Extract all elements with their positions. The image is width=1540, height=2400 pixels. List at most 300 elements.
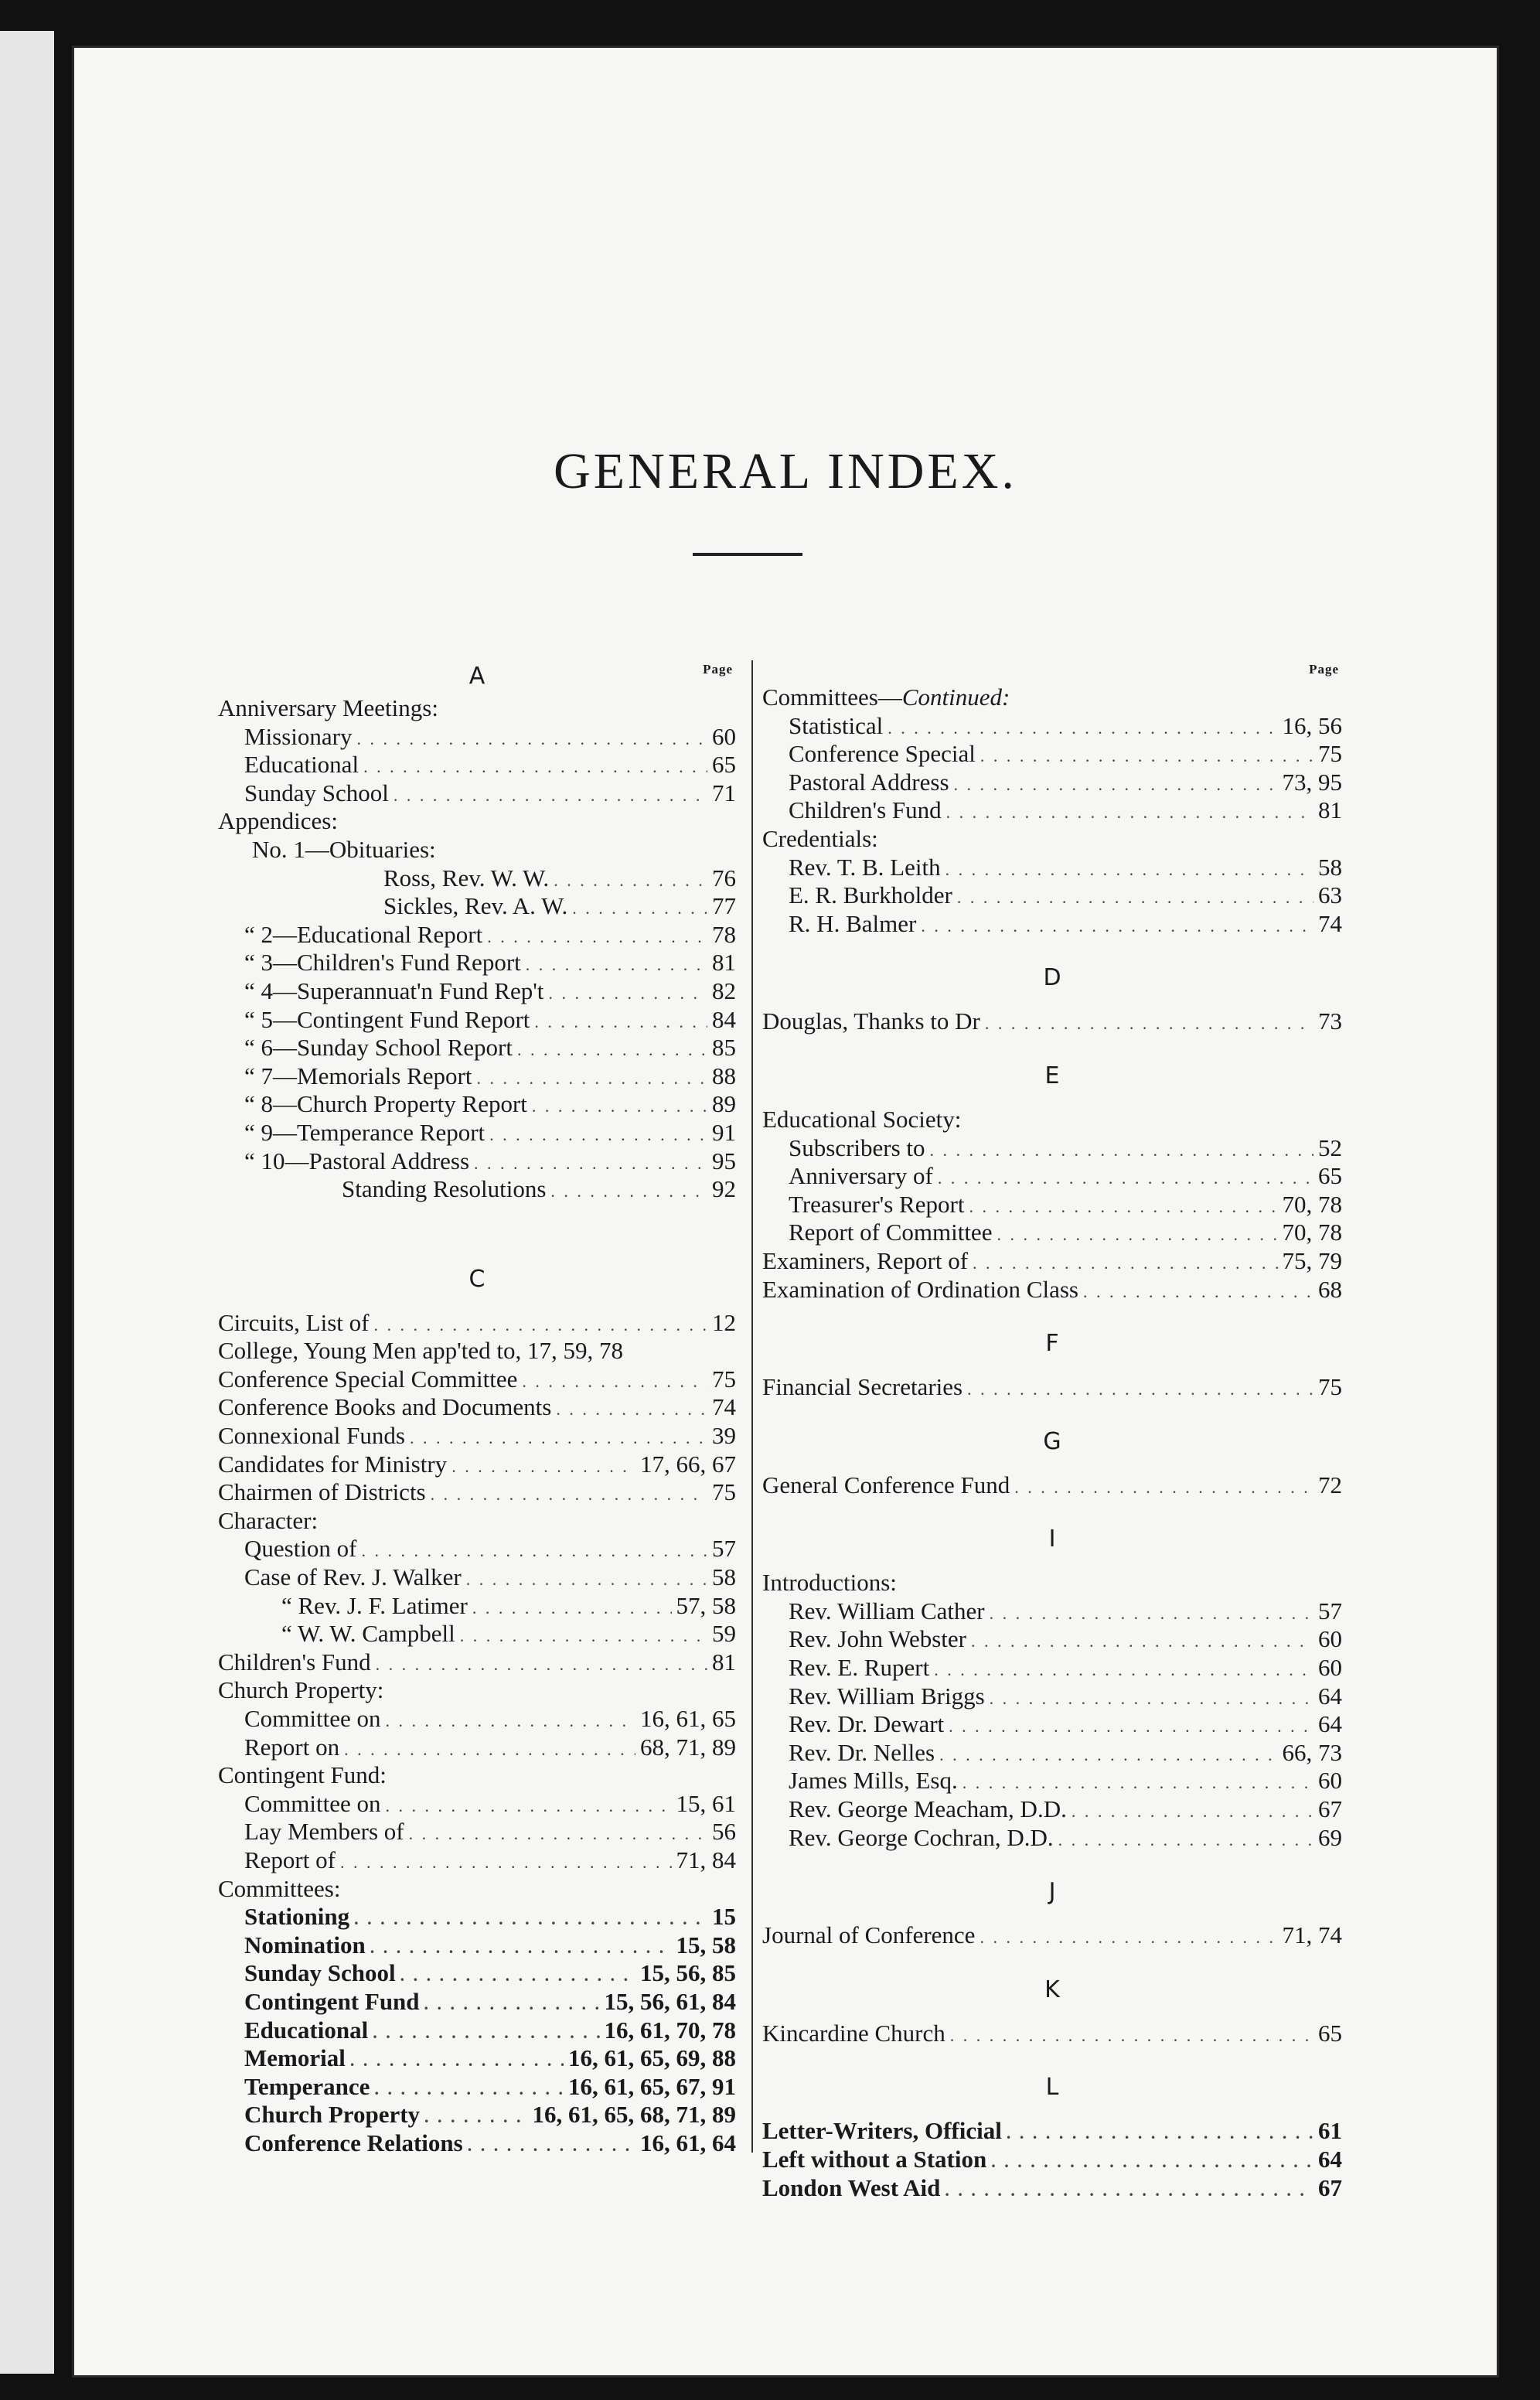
page-header-label: Page bbox=[1309, 662, 1339, 677]
entry-text: General Conference Fund bbox=[762, 1471, 1010, 1498]
entry-text: Report of Committee bbox=[789, 1219, 993, 1246]
entry-page: 85 bbox=[712, 1034, 736, 1062]
index-entry bbox=[218, 1959, 736, 1988]
entry-text: Rev. George Meacham, D.D. bbox=[789, 1795, 1067, 1823]
dot-leader bbox=[1007, 2119, 1313, 2148]
index-entry bbox=[218, 1119, 736, 1147]
dot-leader bbox=[526, 951, 707, 980]
entry-page: 60 bbox=[1318, 1625, 1342, 1653]
entry-text: Journal of Conference bbox=[762, 1921, 976, 1949]
dot-leader bbox=[386, 1707, 635, 1736]
entry-text: Question of bbox=[244, 1535, 357, 1563]
entry-text: Rev. William Briggs bbox=[789, 1682, 985, 1710]
index-entry bbox=[218, 751, 736, 779]
entry-text: Chairmen of Districts bbox=[218, 1478, 426, 1506]
section-letter: J bbox=[1048, 1878, 1056, 1906]
index-entry bbox=[218, 1648, 736, 1677]
index-entry bbox=[218, 1309, 736, 1338]
index-entry bbox=[762, 1824, 1342, 1853]
entry-text: Examination of Ordination Class bbox=[762, 1275, 1078, 1303]
dot-leader bbox=[534, 1008, 707, 1037]
entry-text: College, Young Men app'ted to, 17, 59, 78 bbox=[218, 1337, 623, 1365]
entry-text: Rev. Dr. Nelles bbox=[789, 1738, 935, 1766]
entry-text: Credentials: bbox=[762, 824, 878, 852]
dot-leader bbox=[556, 1396, 707, 1424]
entry-page: 69 bbox=[1318, 1823, 1342, 1851]
entry-page: 58 bbox=[712, 1563, 736, 1591]
section-letter: C bbox=[468, 1265, 486, 1293]
entry-page: 76 bbox=[712, 864, 736, 891]
entry-page: 89 bbox=[712, 1090, 736, 1118]
entry-text: Rev. George Cochran, D.D. bbox=[789, 1823, 1054, 1851]
dot-leader bbox=[474, 1150, 707, 1178]
dot-leader bbox=[476, 1065, 707, 1093]
entry-page: 81 bbox=[712, 949, 736, 977]
entry-text: Statistical bbox=[789, 711, 884, 739]
entry-page: 75 bbox=[712, 1478, 736, 1506]
column-header bbox=[218, 659, 736, 694]
entry-page: 74 bbox=[712, 1393, 736, 1421]
dot-leader bbox=[394, 782, 707, 810]
entry-page: 16, 61, 64 bbox=[640, 2129, 736, 2156]
index-entry bbox=[218, 2073, 736, 2102]
dot-leader bbox=[373, 1311, 707, 1340]
entry-page: 15, 61 bbox=[676, 1789, 736, 1817]
entry-text: “ 6—Sunday School Report bbox=[244, 1034, 513, 1062]
dot-leader bbox=[362, 1537, 707, 1566]
entry-text: Sickles, Rev. A. W. bbox=[383, 892, 568, 920]
adjacent-page-edge bbox=[0, 31, 54, 2374]
entry-page: 12 bbox=[712, 1308, 736, 1336]
entry-text: Candidates for Ministry bbox=[218, 1450, 448, 1478]
entry-text: Ross, Rev. W. W. bbox=[383, 864, 550, 891]
index-entry bbox=[218, 836, 736, 864]
entry-text: Rev. John Webster bbox=[789, 1625, 966, 1653]
index-entry bbox=[762, 796, 1342, 825]
dot-leader bbox=[962, 1769, 1313, 1798]
entry-text: “ 8—Church Property Report bbox=[244, 1090, 527, 1118]
index-entry bbox=[218, 779, 736, 808]
dot-leader bbox=[991, 2148, 1313, 2177]
index-entry bbox=[218, 1705, 736, 1734]
entry-text: Connexional Funds bbox=[218, 1422, 405, 1450]
index-entry bbox=[218, 977, 736, 1006]
entry-page: 68, 71, 89 bbox=[640, 1733, 736, 1761]
dot-leader bbox=[1072, 1798, 1313, 1826]
entry-page: 64 bbox=[1318, 2146, 1342, 2173]
entry-page: 61 bbox=[1318, 2117, 1342, 2145]
entry-page: 95 bbox=[712, 1147, 736, 1174]
entry-page: 57 bbox=[1318, 1597, 1342, 1624]
entry-text: Douglas, Thanks to Dr bbox=[762, 1007, 980, 1035]
entry-page: 88 bbox=[712, 1062, 736, 1089]
entry-page: 77 bbox=[712, 892, 736, 920]
entry-page: 72 bbox=[1318, 1471, 1342, 1498]
index-entry bbox=[762, 2117, 1342, 2146]
dot-leader bbox=[967, 1376, 1313, 1404]
entry-page: 75, 79 bbox=[1282, 1246, 1342, 1274]
entry-text: Conference Special bbox=[789, 740, 976, 768]
index-entry bbox=[218, 1147, 736, 1176]
entry-text: Anniversary of bbox=[789, 1162, 933, 1190]
index-entry bbox=[218, 1761, 736, 1790]
index-entry bbox=[762, 1921, 1342, 1950]
entry-page: 16, 61, 65, 69, 88 bbox=[568, 2044, 736, 2072]
entry-page: 75 bbox=[712, 1365, 736, 1393]
dot-leader bbox=[980, 1924, 1277, 1952]
entry-text: Report on bbox=[244, 1733, 340, 1761]
entry-text: Kincardine Church bbox=[762, 2019, 945, 2047]
entry-text: Treasurer's Report bbox=[789, 1190, 965, 1218]
index-entry bbox=[218, 1620, 736, 1648]
entry-page: 84 bbox=[712, 1005, 736, 1033]
dot-leader bbox=[946, 799, 1313, 827]
entry-page: 91 bbox=[712, 1118, 736, 1146]
index-entry bbox=[218, 2044, 736, 2073]
entry-text: Contingent Fund bbox=[244, 1987, 420, 2015]
dot-leader bbox=[370, 1934, 672, 1962]
entry-text: “ Rev. J. F. Latimer bbox=[281, 1591, 468, 1619]
entry-text: Temperance bbox=[244, 2072, 370, 2100]
index-entry bbox=[218, 921, 736, 949]
continued-heading bbox=[762, 684, 1342, 712]
index-entry bbox=[218, 1535, 736, 1563]
index-entry bbox=[218, 1790, 736, 1819]
index-entry bbox=[762, 910, 1342, 939]
entry-text: Pastoral Address bbox=[789, 768, 949, 796]
dot-leader bbox=[354, 1905, 707, 1934]
dot-leader bbox=[950, 2022, 1313, 2051]
dot-leader bbox=[985, 1010, 1313, 1038]
entry-text: Rev. T. B. Leith bbox=[789, 853, 941, 881]
dot-leader bbox=[344, 1736, 635, 1764]
entry-page: 63 bbox=[1318, 881, 1342, 909]
dot-leader bbox=[363, 753, 707, 782]
dot-leader bbox=[554, 867, 707, 895]
entry-page: 60 bbox=[1318, 1654, 1342, 1682]
dot-leader bbox=[548, 980, 707, 1008]
index-entry bbox=[218, 807, 736, 836]
entry-page: 70, 78 bbox=[1282, 1219, 1342, 1246]
index-entry bbox=[762, 1471, 1342, 1500]
section-letter: L bbox=[1045, 2074, 1059, 2102]
index-entry bbox=[762, 1682, 1342, 1711]
entry-page: 66, 73 bbox=[1282, 1738, 1342, 1766]
dot-leader bbox=[460, 1622, 707, 1651]
entry-page: 16, 61, 65, 68, 71, 89 bbox=[532, 2101, 736, 2129]
title-rule bbox=[693, 553, 802, 556]
entry-text: “ 10—Pastoral Address bbox=[244, 1147, 470, 1174]
dot-leader bbox=[938, 1164, 1313, 1193]
entry-page: 68 bbox=[1318, 1275, 1342, 1303]
dot-leader bbox=[424, 2103, 527, 2132]
index-entry bbox=[762, 1134, 1342, 1163]
entry-page: 65 bbox=[712, 751, 736, 779]
index-entry bbox=[218, 2129, 736, 2158]
section-letter: G bbox=[1043, 1427, 1061, 1455]
dot-leader bbox=[990, 1685, 1313, 1713]
entry-text: “ W. W. Campbell bbox=[281, 1620, 455, 1648]
entry-text: Financial Secretaries bbox=[762, 1373, 963, 1401]
dot-leader bbox=[969, 1193, 1277, 1222]
dot-leader bbox=[1058, 1826, 1313, 1855]
index-entry bbox=[218, 949, 736, 977]
entry-page: 81 bbox=[712, 1648, 736, 1676]
entry-text: Left without a Station bbox=[762, 2146, 987, 2173]
entry-page: 39 bbox=[712, 1422, 736, 1450]
entry-text: “ 5—Contingent Fund Report bbox=[244, 1005, 530, 1033]
entry-text-italic: Continued: bbox=[901, 684, 1010, 711]
entry-text: Examiners, Report of bbox=[762, 1246, 969, 1274]
entry-text: Report of bbox=[244, 1846, 336, 1873]
right-column bbox=[762, 659, 1342, 2202]
index-entry bbox=[218, 1422, 736, 1451]
index-entry bbox=[218, 2016, 736, 2045]
dot-leader bbox=[487, 923, 707, 952]
index-entry bbox=[762, 1162, 1342, 1191]
entry-text: Memorial bbox=[244, 2044, 346, 2072]
index-entry bbox=[762, 825, 1342, 854]
entry-text: R. H. Balmer bbox=[789, 909, 917, 937]
dot-leader bbox=[357, 725, 708, 754]
dot-leader bbox=[572, 895, 707, 923]
entry-text: “ 4—Superannuat'n Fund Rep't bbox=[244, 977, 544, 1004]
entry-text: No. 1—Obituaries: bbox=[252, 835, 436, 863]
index-entry bbox=[762, 1795, 1342, 1824]
dot-leader bbox=[945, 2177, 1313, 2205]
entry-page: 71, 84 bbox=[676, 1846, 736, 1873]
dot-leader bbox=[376, 1651, 707, 1679]
entry-page: 56 bbox=[712, 1818, 736, 1846]
index-entry bbox=[218, 1034, 736, 1062]
entry-text: Rev. Dr. Dewart bbox=[789, 1710, 945, 1738]
dot-leader bbox=[930, 1137, 1313, 1165]
dot-leader bbox=[971, 1628, 1313, 1656]
entry-text: Rev. William Cather bbox=[789, 1597, 985, 1624]
index-entry bbox=[218, 1563, 736, 1592]
section-gap bbox=[218, 1204, 736, 1250]
index-entry bbox=[218, 1734, 736, 1762]
entry-page: 70, 78 bbox=[1282, 1190, 1342, 1218]
entry-text: Educational Society: bbox=[762, 1105, 962, 1133]
dot-leader bbox=[973, 1249, 1277, 1278]
column-divider bbox=[751, 660, 753, 2153]
index-entry bbox=[762, 1373, 1342, 1402]
dot-leader bbox=[939, 1741, 1277, 1770]
entry-page: 73 bbox=[1318, 1007, 1342, 1035]
entry-text: London West Aid bbox=[762, 2173, 941, 2201]
entry-text: Conference Books and Documents bbox=[218, 1393, 552, 1421]
entry-page: 75 bbox=[1318, 740, 1342, 768]
entry-page: 15 bbox=[712, 1903, 736, 1931]
dot-leader bbox=[340, 1849, 672, 1877]
dot-leader bbox=[957, 884, 1313, 912]
section-letter: K bbox=[1044, 1976, 1060, 2003]
entry-text: Conference Special Committee bbox=[218, 1365, 518, 1393]
section-letter: I bbox=[1048, 1526, 1056, 1553]
index-entry bbox=[218, 1846, 736, 1875]
entry-page: 52 bbox=[1318, 1134, 1342, 1161]
index-entry bbox=[218, 1365, 736, 1394]
entry-text: Committees— bbox=[762, 684, 902, 711]
index-entry bbox=[218, 1931, 736, 1960]
index-entry bbox=[218, 864, 736, 893]
index-entry bbox=[218, 2101, 736, 2129]
index-entry bbox=[218, 1507, 736, 1536]
entry-text: Standing Resolutions bbox=[342, 1175, 547, 1203]
entry-page: 67 bbox=[1318, 2173, 1342, 2201]
dot-leader bbox=[374, 2075, 564, 2104]
dot-leader bbox=[934, 1656, 1313, 1685]
index-entry bbox=[218, 1875, 736, 1904]
entry-page: 60 bbox=[712, 722, 736, 750]
entry-text: Educational bbox=[244, 2016, 369, 2044]
entry-page: 71, 74 bbox=[1282, 1921, 1342, 1949]
entry-page: 16, 61, 65, 67, 91 bbox=[568, 2072, 736, 2100]
entry-text: Appendices: bbox=[218, 807, 338, 835]
dot-leader bbox=[945, 856, 1313, 885]
entry-page: 59 bbox=[712, 1620, 736, 1648]
entry-text: Children's Fund bbox=[789, 796, 942, 824]
index-entry bbox=[762, 1767, 1342, 1795]
entry-page: 15, 56, 61, 84 bbox=[604, 1987, 736, 2015]
dot-leader bbox=[532, 1093, 707, 1121]
dot-leader bbox=[949, 1713, 1313, 1741]
entry-page: 65 bbox=[1318, 1162, 1342, 1190]
index-entry bbox=[762, 2174, 1342, 2203]
index-entry bbox=[762, 2020, 1342, 2048]
entry-page: 60 bbox=[1318, 1767, 1342, 1795]
entry-page: 64 bbox=[1318, 1710, 1342, 1738]
column-header bbox=[762, 659, 1342, 684]
index-entry bbox=[218, 1451, 736, 1479]
dot-leader bbox=[997, 1221, 1277, 1249]
index-entry bbox=[218, 1090, 736, 1119]
left-column bbox=[218, 659, 736, 2158]
index-entry bbox=[218, 1676, 736, 1705]
entry-text: Sunday School bbox=[244, 779, 389, 806]
page-header-label: Page bbox=[703, 662, 733, 677]
entry-text: Letter-Writers, Official bbox=[762, 2117, 1002, 2145]
index-entry bbox=[762, 1569, 1342, 1597]
entry-text: Committee on bbox=[244, 1789, 381, 1817]
index-entry bbox=[762, 740, 1342, 769]
entry-page: 65 bbox=[1318, 2019, 1342, 2047]
index-entry bbox=[762, 769, 1342, 797]
dot-leader bbox=[400, 1962, 635, 1990]
entry-text: Lay Members of bbox=[244, 1818, 404, 1846]
index-page bbox=[74, 48, 1497, 2375]
dot-leader bbox=[1014, 1474, 1313, 1502]
entry-page: 81 bbox=[1318, 796, 1342, 824]
dot-leader bbox=[468, 2132, 635, 2160]
section-letter: F bbox=[1045, 1330, 1059, 1358]
index-entry bbox=[218, 1062, 736, 1091]
dot-leader bbox=[489, 1121, 707, 1150]
entry-text: Contingent Fund: bbox=[218, 1761, 387, 1789]
dot-leader bbox=[517, 1036, 707, 1065]
entry-page: 15, 58 bbox=[676, 1931, 736, 1959]
index-entry bbox=[762, 2146, 1342, 2174]
index-entry bbox=[762, 1739, 1342, 1768]
entry-text: Children's Fund bbox=[218, 1648, 371, 1676]
entry-text: “ 7—Memorials Report bbox=[244, 1062, 472, 1089]
entry-text: Rev. E. Rupert bbox=[789, 1654, 930, 1682]
dot-leader bbox=[350, 2047, 564, 2075]
dot-leader bbox=[472, 1594, 672, 1623]
index-entry bbox=[218, 1818, 736, 1846]
index-entry bbox=[762, 1106, 1342, 1134]
index-entry bbox=[218, 1393, 736, 1422]
dot-leader bbox=[550, 1178, 707, 1206]
dot-leader bbox=[990, 1600, 1313, 1628]
entry-page: 58 bbox=[1318, 853, 1342, 881]
entry-page: 78 bbox=[712, 920, 736, 948]
entry-page: 57 bbox=[712, 1535, 736, 1563]
index-entry bbox=[218, 892, 736, 921]
section-letter: D bbox=[1043, 964, 1061, 992]
entry-page: 82 bbox=[712, 977, 736, 1004]
index-entry bbox=[762, 1276, 1342, 1304]
entry-text: Committee on bbox=[244, 1705, 381, 1732]
entry-text: Nomination bbox=[244, 1931, 366, 1959]
section-letter: A bbox=[468, 663, 486, 690]
entry-text: Committees: bbox=[218, 1874, 341, 1902]
index-entry bbox=[762, 712, 1342, 741]
index-entry bbox=[218, 1337, 736, 1365]
page-title: GENERAL INDEX. bbox=[554, 443, 1017, 499]
entry-text: Missionary bbox=[244, 722, 353, 750]
entry-text: Circuits, List of bbox=[218, 1308, 370, 1336]
index-entry bbox=[762, 854, 1342, 882]
index-entry bbox=[218, 1903, 736, 1931]
entry-text: “ 3—Children's Fund Report bbox=[244, 949, 521, 977]
entry-page: 75 bbox=[1318, 1373, 1342, 1401]
entry-text: Subscribers to bbox=[789, 1134, 925, 1161]
dot-leader bbox=[522, 1368, 707, 1396]
dot-leader bbox=[386, 1792, 672, 1821]
entry-text: “ 2—Educational Report bbox=[244, 920, 483, 948]
entry-text: Church Property: bbox=[218, 1676, 384, 1704]
dot-leader bbox=[409, 1820, 707, 1849]
dot-leader bbox=[954, 771, 1278, 799]
entry-page: 16, 61, 65 bbox=[640, 1705, 736, 1732]
dot-leader bbox=[410, 1424, 707, 1453]
entry-page: 16, 56 bbox=[1282, 711, 1342, 739]
entry-text: Character: bbox=[218, 1506, 319, 1534]
index-entry bbox=[218, 1478, 736, 1507]
dot-leader bbox=[466, 1566, 707, 1594]
entry-text: Conference Relations bbox=[244, 2129, 463, 2156]
index-entry bbox=[218, 1175, 736, 1204]
entry-page: 64 bbox=[1318, 1682, 1342, 1710]
index-entry bbox=[218, 1592, 736, 1621]
entry-page: 16, 61, 70, 78 bbox=[604, 2016, 736, 2044]
entry-text: Stationing bbox=[244, 1903, 350, 1931]
entry-page: 67 bbox=[1318, 1795, 1342, 1823]
index-entry bbox=[762, 881, 1342, 910]
dot-leader bbox=[980, 742, 1313, 771]
dot-leader bbox=[888, 714, 1277, 743]
index-entry bbox=[762, 1247, 1342, 1276]
entry-text: Introductions: bbox=[762, 1569, 897, 1597]
index-entry bbox=[218, 1988, 736, 2016]
entry-text: “ 9—Temperance Report bbox=[244, 1118, 486, 1146]
section-letter: E bbox=[1044, 1062, 1060, 1089]
index-entry bbox=[762, 1191, 1342, 1219]
dot-leader bbox=[424, 1990, 600, 2019]
entry-text: Case of Rev. J. Walker bbox=[244, 1563, 462, 1591]
